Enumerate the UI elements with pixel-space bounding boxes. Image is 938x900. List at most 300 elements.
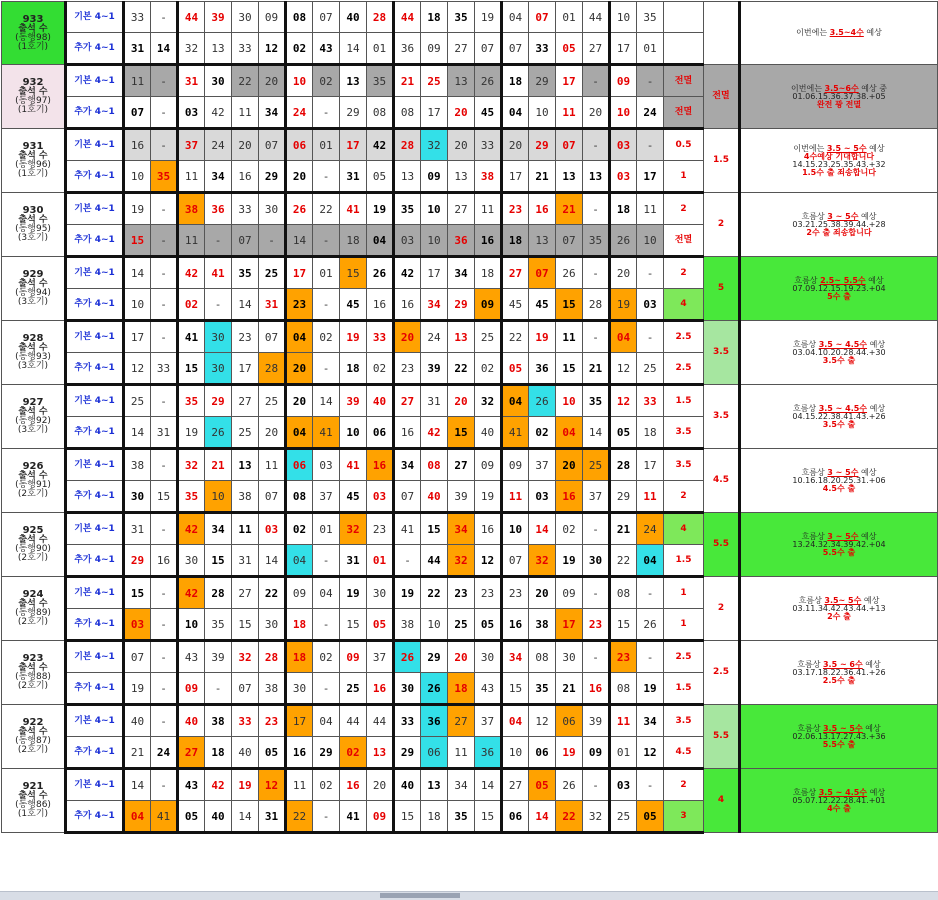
number-cell[interactable]: 36 xyxy=(448,225,475,257)
number-cell[interactable]: 31 xyxy=(232,545,259,577)
number-cell[interactable]: 09 xyxy=(421,161,448,193)
number-cell[interactable]: - xyxy=(313,289,340,321)
number-cell[interactable]: 26 xyxy=(286,193,313,225)
number-cell[interactable]: 15 xyxy=(502,673,529,705)
number-cell[interactable]: 41 xyxy=(394,513,421,545)
number-cell[interactable]: 31 xyxy=(259,289,286,321)
number-cell[interactable]: - xyxy=(637,769,664,801)
number-cell[interactable]: 26 xyxy=(367,257,394,289)
number-cell[interactable]: 04 xyxy=(502,2,529,33)
number-cell[interactable]: 24 xyxy=(637,513,664,545)
number-cell[interactable]: 15 xyxy=(151,481,178,513)
number-cell[interactable]: 07 xyxy=(502,33,529,65)
number-cell[interactable]: 20 xyxy=(259,65,286,97)
number-cell[interactable]: 07 xyxy=(259,129,286,161)
number-cell[interactable]: 19 xyxy=(556,545,583,577)
number-cell[interactable]: 26 xyxy=(421,673,448,705)
number-cell[interactable]: 17 xyxy=(556,609,583,641)
number-cell[interactable]: 32 xyxy=(178,33,205,65)
number-cell[interactable]: - xyxy=(583,129,610,161)
number-cell[interactable]: 35 xyxy=(232,257,259,289)
number-cell[interactable]: 25 xyxy=(259,257,286,289)
number-cell[interactable]: 22 xyxy=(556,801,583,833)
number-cell[interactable]: - xyxy=(313,801,340,833)
number-cell[interactable]: 31 xyxy=(151,417,178,449)
number-cell[interactable]: 16 xyxy=(583,673,610,705)
number-cell[interactable]: 08 xyxy=(367,97,394,129)
round-cell[interactable] xyxy=(2,449,66,513)
number-cell[interactable]: - xyxy=(151,609,178,641)
number-cell[interactable]: 21 xyxy=(124,737,151,769)
number-cell[interactable]: 36 xyxy=(529,353,556,385)
number-cell[interactable]: 29 xyxy=(448,289,475,321)
number-cell[interactable]: 16 xyxy=(232,161,259,193)
number-cell[interactable]: 12 xyxy=(259,769,286,801)
number-cell[interactable]: 45 xyxy=(502,289,529,321)
number-cell[interactable]: 32 xyxy=(583,801,610,833)
number-cell[interactable]: 05 xyxy=(529,769,556,801)
number-cell[interactable]: 07 xyxy=(556,129,583,161)
number-cell[interactable]: 04 xyxy=(502,705,529,737)
number-cell[interactable]: 01 xyxy=(313,513,340,545)
number-cell[interactable]: 43 xyxy=(178,769,205,801)
number-cell[interactable]: - xyxy=(151,641,178,673)
number-cell[interactable]: 14 xyxy=(583,417,610,449)
number-cell[interactable]: 05 xyxy=(367,609,394,641)
number-cell[interactable]: 07 xyxy=(259,321,286,353)
number-cell[interactable]: 34 xyxy=(205,513,232,545)
number-cell[interactable]: 27 xyxy=(448,33,475,65)
number-cell[interactable]: 29 xyxy=(529,129,556,161)
number-cell[interactable]: 38 xyxy=(259,673,286,705)
number-cell[interactable]: 11 xyxy=(232,513,259,545)
number-cell[interactable]: 37 xyxy=(313,481,340,513)
number-cell[interactable]: 29 xyxy=(394,737,421,769)
number-cell[interactable]: 07 xyxy=(259,481,286,513)
number-cell[interactable]: 04 xyxy=(556,417,583,449)
number-cell[interactable]: - xyxy=(151,385,178,417)
number-cell[interactable]: - xyxy=(637,577,664,609)
number-cell[interactable]: 36 xyxy=(205,193,232,225)
number-cell[interactable]: 19 xyxy=(610,289,637,321)
number-cell[interactable]: 44 xyxy=(421,545,448,577)
number-cell[interactable]: 24 xyxy=(286,97,313,129)
number-cell[interactable]: 04 xyxy=(286,321,313,353)
number-cell[interactable]: 18 xyxy=(286,609,313,641)
number-cell[interactable]: 13 xyxy=(448,65,475,97)
number-cell[interactable]: 35 xyxy=(151,161,178,193)
number-cell[interactable]: 31 xyxy=(124,33,151,65)
number-cell[interactable]: 07 xyxy=(502,545,529,577)
number-cell[interactable]: 09 xyxy=(340,641,367,673)
number-cell[interactable]: 31 xyxy=(340,161,367,193)
number-cell[interactable]: - xyxy=(151,577,178,609)
number-cell[interactable]: 24 xyxy=(151,737,178,769)
number-cell[interactable]: 07 xyxy=(313,2,340,33)
number-cell[interactable]: 04 xyxy=(313,577,340,609)
number-cell[interactable]: 12 xyxy=(610,353,637,385)
number-cell[interactable]: 16 xyxy=(151,545,178,577)
number-cell[interactable]: 40 xyxy=(124,705,151,737)
number-cell[interactable]: 30 xyxy=(286,673,313,705)
number-cell[interactable]: - xyxy=(583,641,610,673)
number-cell[interactable]: 30 xyxy=(259,193,286,225)
number-cell[interactable]: 15 xyxy=(475,801,502,833)
number-cell[interactable]: 15 xyxy=(556,289,583,321)
number-cell[interactable]: 01 xyxy=(313,257,340,289)
number-cell[interactable]: 10 xyxy=(286,65,313,97)
number-cell[interactable]: 19 xyxy=(367,193,394,225)
number-cell[interactable]: 35 xyxy=(178,385,205,417)
number-cell[interactable]: 26 xyxy=(394,641,421,673)
number-cell[interactable]: 05 xyxy=(502,353,529,385)
number-cell[interactable]: 15 xyxy=(205,545,232,577)
number-cell[interactable]: 02 xyxy=(286,513,313,545)
number-cell[interactable]: 09 xyxy=(556,577,583,609)
number-cell[interactable]: 13 xyxy=(394,161,421,193)
number-cell[interactable]: 07 xyxy=(475,33,502,65)
number-cell[interactable]: 07 xyxy=(529,2,556,33)
number-cell[interactable]: 29 xyxy=(340,97,367,129)
number-cell[interactable]: 26 xyxy=(637,609,664,641)
number-cell[interactable]: - xyxy=(583,513,610,545)
number-cell[interactable]: 44 xyxy=(178,2,205,33)
number-cell[interactable]: 32 xyxy=(340,513,367,545)
number-cell[interactable]: 40 xyxy=(367,385,394,417)
number-cell[interactable]: 02 xyxy=(340,737,367,769)
number-cell[interactable]: 19 xyxy=(124,193,151,225)
number-cell[interactable]: - xyxy=(583,193,610,225)
number-cell[interactable]: - xyxy=(151,705,178,737)
number-cell[interactable]: - xyxy=(205,289,232,321)
number-cell[interactable]: 08 xyxy=(286,481,313,513)
number-cell[interactable]: 15 xyxy=(448,417,475,449)
number-cell[interactable]: - xyxy=(313,353,340,385)
number-cell[interactable]: 20 xyxy=(367,769,394,801)
number-cell[interactable]: 17 xyxy=(637,449,664,481)
number-cell[interactable]: 09 xyxy=(583,737,610,769)
number-cell[interactable]: 10 xyxy=(124,289,151,321)
number-cell[interactable]: 20 xyxy=(232,129,259,161)
number-cell[interactable]: 43 xyxy=(313,33,340,65)
number-cell[interactable]: 17 xyxy=(286,705,313,737)
number-cell[interactable]: 07 xyxy=(124,97,151,129)
number-cell[interactable]: 25 xyxy=(232,417,259,449)
number-cell[interactable]: 14 xyxy=(313,385,340,417)
number-cell[interactable]: 15 xyxy=(124,225,151,257)
number-cell[interactable]: 04 xyxy=(637,545,664,577)
number-cell[interactable]: 13 xyxy=(421,769,448,801)
number-cell[interactable]: 19 xyxy=(475,2,502,33)
number-cell[interactable]: 18 xyxy=(448,673,475,705)
number-cell[interactable]: 12 xyxy=(529,705,556,737)
number-cell[interactable]: 03 xyxy=(610,161,637,193)
number-cell[interactable]: 14 xyxy=(475,769,502,801)
number-cell[interactable]: 42 xyxy=(178,577,205,609)
number-cell[interactable]: 35 xyxy=(367,65,394,97)
number-cell[interactable]: 39 xyxy=(448,481,475,513)
number-cell[interactable]: 29 xyxy=(124,545,151,577)
number-cell[interactable]: 05 xyxy=(637,801,664,833)
number-cell[interactable]: 32 xyxy=(421,129,448,161)
number-cell[interactable]: 13 xyxy=(556,161,583,193)
number-cell[interactable]: 15 xyxy=(610,609,637,641)
number-cell[interactable]: 14 xyxy=(151,33,178,65)
number-cell[interactable]: 12 xyxy=(475,545,502,577)
number-cell[interactable]: 27 xyxy=(502,769,529,801)
round-cell[interactable] xyxy=(2,513,66,577)
number-cell[interactable]: 14 xyxy=(259,545,286,577)
number-cell[interactable]: 32 xyxy=(475,385,502,417)
number-cell[interactable]: 11 xyxy=(475,193,502,225)
number-cell[interactable]: - xyxy=(151,225,178,257)
number-cell[interactable]: 34 xyxy=(448,257,475,289)
number-cell[interactable]: 30 xyxy=(367,577,394,609)
number-cell[interactable]: 29 xyxy=(259,161,286,193)
number-cell[interactable]: 20 xyxy=(259,417,286,449)
number-cell[interactable]: 22 xyxy=(232,65,259,97)
number-cell[interactable]: 42 xyxy=(421,417,448,449)
number-cell[interactable]: 10 xyxy=(205,481,232,513)
round-cell[interactable] xyxy=(2,705,66,769)
number-cell[interactable]: 02 xyxy=(313,65,340,97)
round-cell[interactable] xyxy=(2,65,66,129)
number-cell[interactable]: 10 xyxy=(610,97,637,129)
number-cell[interactable]: 04 xyxy=(502,97,529,129)
number-cell[interactable]: 17 xyxy=(286,257,313,289)
number-cell[interactable]: 33 xyxy=(232,33,259,65)
number-cell[interactable]: 27 xyxy=(448,705,475,737)
round-cell[interactable] xyxy=(2,2,66,65)
number-cell[interactable]: 05 xyxy=(556,33,583,65)
number-cell[interactable]: 37 xyxy=(178,129,205,161)
number-cell[interactable]: - xyxy=(151,65,178,97)
number-cell[interactable]: 23 xyxy=(502,193,529,225)
number-cell[interactable]: 36 xyxy=(394,33,421,65)
number-cell[interactable]: 28 xyxy=(610,449,637,481)
number-cell[interactable]: - xyxy=(583,257,610,289)
number-cell[interactable]: 25 xyxy=(124,385,151,417)
number-cell[interactable]: 33 xyxy=(637,385,664,417)
number-cell[interactable]: 17 xyxy=(421,257,448,289)
number-cell[interactable]: 20 xyxy=(286,161,313,193)
number-cell[interactable]: 25 xyxy=(340,673,367,705)
number-cell[interactable]: 23 xyxy=(610,641,637,673)
number-cell[interactable]: 03 xyxy=(259,513,286,545)
number-cell[interactable]: 21 xyxy=(556,193,583,225)
number-cell[interactable]: 06 xyxy=(529,737,556,769)
number-cell[interactable]: - xyxy=(583,769,610,801)
number-cell[interactable]: 17 xyxy=(232,353,259,385)
number-cell[interactable]: 24 xyxy=(421,321,448,353)
number-cell[interactable]: 41 xyxy=(502,417,529,449)
number-cell[interactable]: 34 xyxy=(502,641,529,673)
number-cell[interactable]: 38 xyxy=(394,609,421,641)
number-cell[interactable]: 11 xyxy=(178,161,205,193)
number-cell[interactable]: 18 xyxy=(502,65,529,97)
number-cell[interactable]: 20 xyxy=(286,385,313,417)
number-cell[interactable]: 11 xyxy=(259,449,286,481)
number-cell[interactable]: 04 xyxy=(502,385,529,417)
number-cell[interactable]: 26 xyxy=(556,769,583,801)
number-cell[interactable]: 17 xyxy=(340,129,367,161)
number-cell[interactable]: 02 xyxy=(313,321,340,353)
number-cell[interactable]: 10 xyxy=(124,161,151,193)
number-cell[interactable]: 26 xyxy=(475,65,502,97)
number-cell[interactable]: 34 xyxy=(394,449,421,481)
number-cell[interactable]: 30 xyxy=(124,481,151,513)
number-cell[interactable]: - xyxy=(151,769,178,801)
number-cell[interactable]: 07 xyxy=(124,641,151,673)
number-cell[interactable]: 25 xyxy=(610,801,637,833)
number-cell[interactable]: 44 xyxy=(583,2,610,33)
number-cell[interactable]: 22 xyxy=(502,321,529,353)
number-cell[interactable]: 38 xyxy=(178,193,205,225)
number-cell[interactable]: 37 xyxy=(367,641,394,673)
number-cell[interactable]: 30 xyxy=(583,545,610,577)
number-cell[interactable]: 16 xyxy=(367,673,394,705)
number-cell[interactable]: 36 xyxy=(421,705,448,737)
number-cell[interactable]: 33 xyxy=(394,705,421,737)
number-cell[interactable]: 18 xyxy=(475,257,502,289)
number-cell[interactable]: 16 xyxy=(340,769,367,801)
number-cell[interactable]: 31 xyxy=(340,545,367,577)
round-cell[interactable] xyxy=(2,257,66,321)
number-cell[interactable]: 18 xyxy=(421,801,448,833)
number-cell[interactable]: 42 xyxy=(178,257,205,289)
number-cell[interactable]: 29 xyxy=(529,65,556,97)
number-cell[interactable]: 03 xyxy=(178,97,205,129)
number-cell[interactable]: 13 xyxy=(340,65,367,97)
number-cell[interactable]: 06 xyxy=(421,737,448,769)
number-cell[interactable]: 25 xyxy=(448,609,475,641)
number-cell[interactable]: 11 xyxy=(232,97,259,129)
number-cell[interactable]: 17 xyxy=(610,33,637,65)
number-cell[interactable]: 28 xyxy=(583,289,610,321)
number-cell[interactable]: 09 xyxy=(610,65,637,97)
number-cell[interactable]: 25 xyxy=(637,353,664,385)
number-cell[interactable]: 16 xyxy=(556,481,583,513)
number-cell[interactable]: 15 xyxy=(178,353,205,385)
number-cell[interactable]: 35 xyxy=(394,193,421,225)
number-cell[interactable]: 19 xyxy=(178,417,205,449)
number-cell[interactable]: 45 xyxy=(475,97,502,129)
number-cell[interactable]: 09 xyxy=(178,673,205,705)
number-cell[interactable]: 38 xyxy=(529,609,556,641)
number-cell[interactable]: 03 xyxy=(313,449,340,481)
number-cell[interactable]: 29 xyxy=(313,737,340,769)
number-cell[interactable]: 23 xyxy=(475,577,502,609)
number-cell[interactable]: 11 xyxy=(610,705,637,737)
number-cell[interactable]: 17 xyxy=(124,321,151,353)
number-cell[interactable]: 04 xyxy=(610,321,637,353)
number-cell[interactable]: 30 xyxy=(259,609,286,641)
number-cell[interactable]: 16 xyxy=(529,193,556,225)
number-cell[interactable]: 43 xyxy=(475,673,502,705)
number-cell[interactable]: 12 xyxy=(259,33,286,65)
number-cell[interactable]: 27 xyxy=(232,385,259,417)
number-cell[interactable]: 34 xyxy=(205,161,232,193)
number-cell[interactable]: 20 xyxy=(583,97,610,129)
number-cell[interactable]: - xyxy=(151,257,178,289)
number-cell[interactable]: 07 xyxy=(232,673,259,705)
number-cell[interactable]: 04 xyxy=(286,417,313,449)
number-cell[interactable]: 31 xyxy=(178,65,205,97)
number-cell[interactable]: 41 xyxy=(340,801,367,833)
number-cell[interactable]: 04 xyxy=(367,225,394,257)
number-cell[interactable]: 16 xyxy=(502,609,529,641)
number-cell[interactable]: 33 xyxy=(475,129,502,161)
number-cell[interactable]: 09 xyxy=(286,577,313,609)
number-cell[interactable]: 18 xyxy=(205,737,232,769)
number-cell[interactable]: 20 xyxy=(394,321,421,353)
number-cell[interactable]: 25 xyxy=(259,385,286,417)
number-cell[interactable]: 21 xyxy=(610,513,637,545)
number-cell[interactable]: 14 xyxy=(124,257,151,289)
number-cell[interactable]: 45 xyxy=(340,481,367,513)
number-cell[interactable]: 10 xyxy=(178,609,205,641)
number-cell[interactable]: 28 xyxy=(259,353,286,385)
number-cell[interactable]: 42 xyxy=(178,513,205,545)
number-cell[interactable]: 30 xyxy=(205,65,232,97)
number-cell[interactable]: 22 xyxy=(421,577,448,609)
number-cell[interactable]: 41 xyxy=(340,449,367,481)
number-cell[interactable]: 18 xyxy=(286,641,313,673)
number-cell[interactable]: 24 xyxy=(205,129,232,161)
number-cell[interactable]: 26 xyxy=(205,417,232,449)
number-cell[interactable]: - xyxy=(583,65,610,97)
number-cell[interactable]: 30 xyxy=(205,321,232,353)
number-cell[interactable]: 13 xyxy=(448,321,475,353)
number-cell[interactable]: - xyxy=(151,289,178,321)
number-cell[interactable]: 41 xyxy=(313,417,340,449)
number-cell[interactable]: 30 xyxy=(394,673,421,705)
number-cell[interactable]: 14 xyxy=(529,513,556,545)
number-cell[interactable]: 05 xyxy=(259,737,286,769)
number-cell[interactable]: 31 xyxy=(421,385,448,417)
number-cell[interactable]: - xyxy=(151,97,178,129)
number-cell[interactable]: 10 xyxy=(637,225,664,257)
number-cell[interactable]: 35 xyxy=(448,801,475,833)
number-cell[interactable]: 25 xyxy=(583,449,610,481)
number-cell[interactable]: 11 xyxy=(637,193,664,225)
number-cell[interactable]: 09 xyxy=(259,2,286,33)
number-cell[interactable]: 26 xyxy=(529,385,556,417)
number-cell[interactable]: 41 xyxy=(340,193,367,225)
number-cell[interactable]: 11 xyxy=(448,737,475,769)
number-cell[interactable]: 32 xyxy=(529,545,556,577)
number-cell[interactable]: 17 xyxy=(421,97,448,129)
number-cell[interactable]: 34 xyxy=(448,513,475,545)
number-cell[interactable]: 27 xyxy=(178,737,205,769)
number-cell[interactable]: 14 xyxy=(232,801,259,833)
number-cell[interactable]: 10 xyxy=(502,737,529,769)
scrollbar-thumb[interactable] xyxy=(380,893,460,898)
number-cell[interactable]: 38 xyxy=(232,481,259,513)
number-cell[interactable]: 06 xyxy=(556,705,583,737)
number-cell[interactable]: 44 xyxy=(367,705,394,737)
number-cell[interactable]: 39 xyxy=(340,385,367,417)
number-cell[interactable]: 07 xyxy=(232,225,259,257)
number-cell[interactable]: 25 xyxy=(421,65,448,97)
number-cell[interactable]: 18 xyxy=(502,225,529,257)
number-cell[interactable]: 15 xyxy=(232,609,259,641)
number-cell[interactable]: 19 xyxy=(556,737,583,769)
number-cell[interactable]: 30 xyxy=(178,545,205,577)
number-cell[interactable]: - xyxy=(313,609,340,641)
number-cell[interactable]: 16 xyxy=(367,289,394,321)
number-cell[interactable]: 40 xyxy=(340,2,367,33)
